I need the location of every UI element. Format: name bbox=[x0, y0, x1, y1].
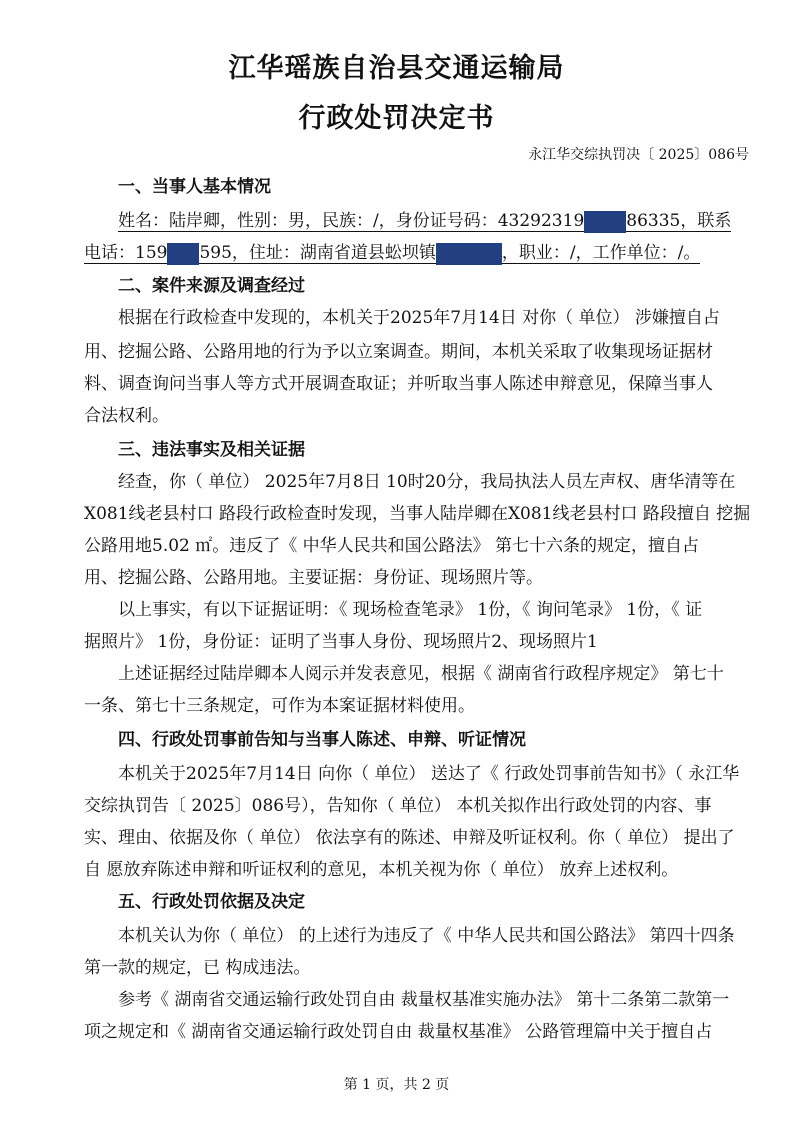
section4-line: 本机关于2025年7月14日 向你（ 单位） 送达了《 行政处罚事前告知书》（ 永江华 bbox=[118, 764, 740, 784]
party-phone: 电话：159 bbox=[84, 243, 168, 263]
section2-line: 用、挖掘公路、公路用地的行为予以立案调查。期间，本机关采取了收集现场证据材 bbox=[84, 342, 713, 362]
party-info-line2 bbox=[84, 240, 754, 266]
redaction-block bbox=[167, 243, 199, 265]
section3-line: 据照片》 1份，身份证：证明了当事人身份、现场照片2、现场照片1 bbox=[84, 632, 598, 652]
document-number: 永江华交综执罚决〔 2025〕086号 bbox=[528, 147, 749, 163]
section3-heading: 三、违法事实及相关证据 bbox=[118, 440, 305, 460]
section5-line: 参考《 湖南省交通运输行政处罚自由 裁量权基准实施办法》 第十二条第二款第一 bbox=[118, 990, 730, 1010]
section3-line: 以上事实，有以下证据证明：《 现场检查笔录》 1份，《 询问笔录》 1份，《 证 bbox=[118, 600, 703, 620]
section4-line: 实、理由、依据及你（ 单位） 依法享有的陈述、申辩及听证权利。你（ 单位） 提出了 bbox=[84, 828, 735, 848]
section3-line: 上述证据经过陆岸卿本人阅示并发表意见，根据《 湖南省行政程序规定》 第七十 bbox=[118, 664, 724, 684]
party-info-line1 bbox=[84, 208, 788, 234]
page-footer: 第 1 页，共 2 页 bbox=[343, 1077, 450, 1093]
party-id-tail: 86335，联系 bbox=[626, 211, 732, 231]
section4-line: 交综执罚告〔 2025〕086号），告知你（ 单位） 本机关拟作出行政处罚的内容、事 bbox=[84, 796, 712, 816]
section5-line: 第一款的规定，已 构成违法。 bbox=[84, 958, 311, 978]
section5-line: 本机关认为你（ 单位） 的上述行为违反了《 中华人民共和国公路法》 第四十四条 bbox=[118, 926, 735, 946]
section2-line: 合法权利。 bbox=[84, 406, 169, 426]
section5-line: 项之规定和《 湖南省交通运输行政处罚自由 裁量权基准》 公路管理篇中关于擅自占 bbox=[84, 1022, 713, 1042]
section5-heading: 五、行政处罚依据及决定 bbox=[118, 892, 305, 912]
section4-line: 自 愿放弃陈述申辩和听证权利的意见，本机关视为你（ 单位） 放弃上述权利。 bbox=[84, 860, 679, 880]
section3-line: X081线老县村口 路段行政检查时发现，当事人陆岸卿在X081线老县村口 路段擅自 挖掘 bbox=[84, 504, 751, 524]
section3-line: 用、挖掘公路、公路用地。主要证据：身份证、现场照片等。 bbox=[84, 568, 543, 588]
section2-line: 根据在行政检查中发现的，本机关于2025年7月14日 对你（ 单位） 涉嫌擅自占 bbox=[118, 308, 720, 328]
section1-heading: 一、当事人基本情况 bbox=[118, 177, 271, 197]
section2-line: 料、调查询问当事人等方式开展调查取证；并听取当事人陈述申辩意见，保障当事人 bbox=[84, 374, 713, 394]
party-occupation: ，职业：/，工作单位：/。 bbox=[501, 243, 701, 263]
redaction-block bbox=[436, 243, 502, 265]
party-address: 595，住址：湖南省道县蚣坝镇 bbox=[199, 243, 436, 263]
redaction-block bbox=[584, 211, 626, 233]
section4-heading: 四、行政处罚事前告知与当事人陈述、申辩、听证情况 bbox=[118, 730, 526, 750]
party-name-id: 姓名：陆岸卿，性别：男，民族：/，身份证号码：43292319 bbox=[118, 211, 585, 231]
document-title: 行政处罚决定书 bbox=[298, 103, 495, 134]
section3-line: 公路用地5.02 ㎡。违反了《 中华人民共和国公路法》 第七十六条的规定，擅自占 bbox=[84, 536, 700, 556]
document-title-agency: 江华瑶族自治县交通运输局 bbox=[228, 53, 565, 84]
section3-line: 经查，你（ 单位） 2025年7月8日 10时20分，我局执法人员左声权、唐华清等在 bbox=[118, 472, 736, 492]
section3-line: 一条、第七十三条规定，可作为本案证据材料使用。 bbox=[84, 696, 475, 716]
section2-heading: 二、案件来源及调查经过 bbox=[118, 276, 305, 296]
